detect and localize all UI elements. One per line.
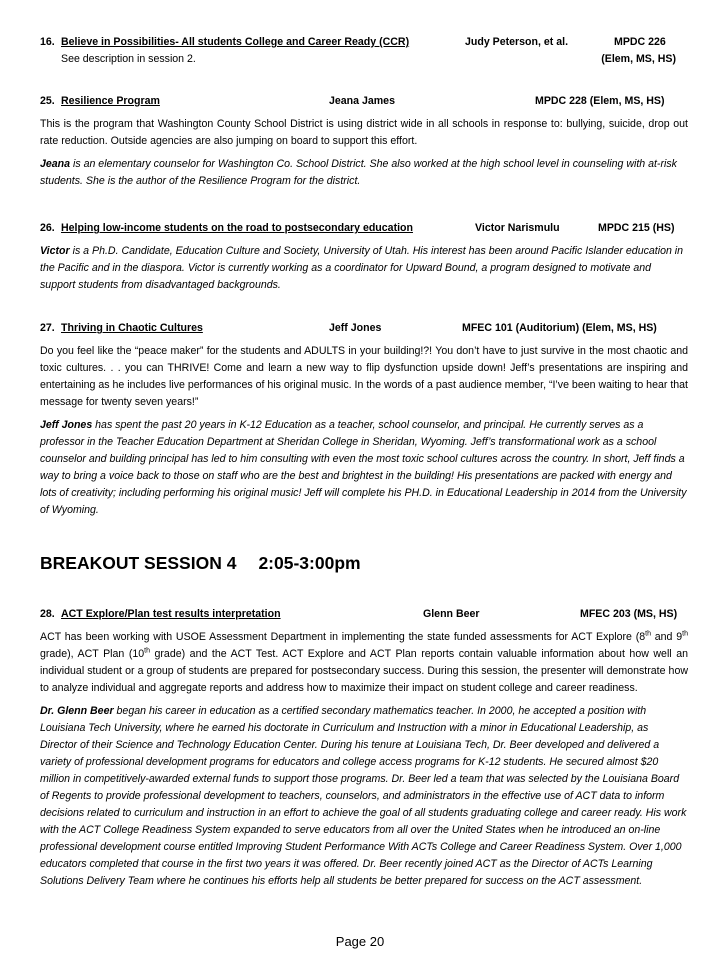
session-room: MPDC 228 (Elem, MS, HS) bbox=[535, 95, 665, 107]
session-description: This is the program that Washington County School District is using district wide in all schools in response to: bullying, suicide, drop out rate reduction. Outside agencies are also jumping on board to support this effort. bbox=[40, 118, 688, 147]
session-title: Believe in Possibilities- All students College and Career Ready (CCR) bbox=[61, 36, 410, 48]
session-27 bbox=[40, 320, 688, 519]
bio-text: is an elementary counselor for Washington Co. School District. She also worked at the high school level in counseling with at-risk students. She is the author of the Resilience Program for the district. bbox=[40, 158, 677, 187]
session-header bbox=[40, 220, 688, 237]
session-room: MFEC 203 (MS, HS) bbox=[580, 608, 678, 620]
session-presenter: Jeana James bbox=[329, 95, 395, 107]
session-room: MPDC 215 (HS) bbox=[598, 222, 675, 234]
session-header bbox=[40, 320, 688, 337]
presenter-bio bbox=[40, 417, 688, 519]
breakout-time: 2:05-3:00pm bbox=[258, 553, 361, 573]
session-title: Thriving in Chaotic Cultures bbox=[61, 322, 203, 334]
presenter-name: Dr. Glenn Beer bbox=[40, 705, 114, 717]
session-presenter: Judy Peterson, et al. bbox=[465, 36, 569, 48]
session-presenter: Glenn Beer bbox=[423, 608, 480, 620]
presenter-bio bbox=[40, 156, 688, 190]
bio-text: is a Ph.D. Candidate, Education Culture and Society, University of Utah. His interest has been around Pacific Islander education in the Pacific and in the diaspora. Victor is currently working as a coordinator for Upward Bound, a program designed to motivate and support students from disadvantaged backgrounds. bbox=[40, 245, 684, 291]
presenter-name: Victor bbox=[40, 245, 70, 257]
session-description: ACT has been working with USOE Assessment Department in implementing the state funded assessments for ACT Explore (8th and 9th grade), ACT Plan (10th grade) and the ACT Test. ACT Explore and ACT Plan reports contain valuable information about how well an individual student or a group of students are prepared for postsecondary success. During this session, the presenter will demonstrate how to analyze individual and aggregate reports and address how to maximize their impact on student college and career readiness. bbox=[40, 630, 688, 694]
session-number: 26. bbox=[40, 222, 55, 234]
page-number: Page 20 bbox=[335, 934, 385, 949]
bio-text: has spent the past 20 years in K-12 Education as a teacher, school counselor, and principal. He currently serves as a professor in the Teacher Education Department at Sheridan College in Sheridan, Wyoming. Jeff’s transformational work as a school counselor and building principal has led to him consulting with even the most toxic school cultures across the country. In short, Jeff finds a way to bring a voice back to those on staff who are the best and brightest in the building! His presentations are packed with energy and lots of creativity; including performing his original music! Jeff will complete his PH.D. in Educational Leadership in 2014 from the University of Wyoming. bbox=[40, 419, 687, 516]
session-room: MFEC 101 (Auditorium) (Elem, MS, HS) bbox=[462, 322, 657, 334]
presenter-bio bbox=[40, 703, 688, 890]
session-number: 25. bbox=[40, 95, 55, 107]
session-title: ACT Explore/Plan test results interpretation bbox=[61, 608, 281, 620]
session-number: 28. bbox=[40, 608, 55, 620]
session-header bbox=[40, 606, 688, 623]
breakout-label: BREAKOUT SESSION 4 bbox=[40, 553, 237, 573]
bio-text: began his career in education as a certified secondary mathematics teacher. In 2000, he accepted a position with Louisiana Tech University, where he earned his doctorate in Curriculum and Instruction with a minor in Educational Leadership, as Director of their Science and Technology Education Center. During his tenure at Louisiana Tech, Dr. Beer developed and delivered a variety of professional development programs for educators and college access programs for K-12 students. He secured almost $20 million in competitively-awarded external funds to support those programs. Dr. Beer led a team that was selected by the Louisiana Board of Regents to provide professional development to teachers, counselors, and administrators in the effective use of ACT data to inform decisions related to curriculum and instruction in an effort to achieve the goal of all students graduating college and career ready. His work with the ACT College Readiness System expanded to serve educators from all over the United States when he introduced an on-line professional development course entitled Improving Student Performance With ACTs College and Career Readiness System. Over 1,000 educators completed that course in the first two years it was offered. Dr. Beer recently joined ACT as the Director of ACTs Learning Solutions Delivery Team where he continues his efforts help all students be better prepared for success on the ACT assessment. bbox=[40, 705, 687, 887]
session-presenter: Victor Narismulu bbox=[475, 222, 560, 234]
session-header bbox=[40, 34, 688, 51]
session-26 bbox=[40, 220, 688, 294]
session-description: Do you feel like the “peace maker” for the students and ADULTS in your building!?! You don’t have to just survive in the most chaotic and toxic cultures. . . you can THRIVE! Come and learn a new way to flip dysfunction upside down! Jeff’s presentations are inspiring and entertaining as he includes live performances of his original music. In the words of a past audience member, “I’ve been waiting to hear that message for twenty seven years!” bbox=[40, 345, 688, 408]
session-note: See description in session 2. bbox=[61, 53, 196, 65]
session-levels: (Elem, MS, HS) bbox=[601, 53, 676, 65]
session-number: 27. bbox=[40, 322, 55, 334]
session-header bbox=[40, 93, 688, 110]
session-presenter: Jeff Jones bbox=[329, 322, 382, 334]
breakout-session-heading bbox=[40, 553, 361, 574]
session-16 bbox=[40, 34, 688, 68]
session-room: MPDC 226 bbox=[614, 36, 666, 48]
session-28 bbox=[40, 606, 688, 890]
session-25 bbox=[40, 93, 688, 190]
presenter-name: Jeff Jones bbox=[40, 419, 93, 431]
session-note-row bbox=[40, 51, 688, 68]
session-number: 16. bbox=[40, 36, 55, 48]
session-title: Helping low-income students on the road to postsecondary education bbox=[61, 222, 413, 234]
session-title: Resilience Program bbox=[61, 95, 160, 107]
presenter-name: Jeana bbox=[40, 158, 71, 170]
presenter-bio bbox=[40, 243, 688, 294]
